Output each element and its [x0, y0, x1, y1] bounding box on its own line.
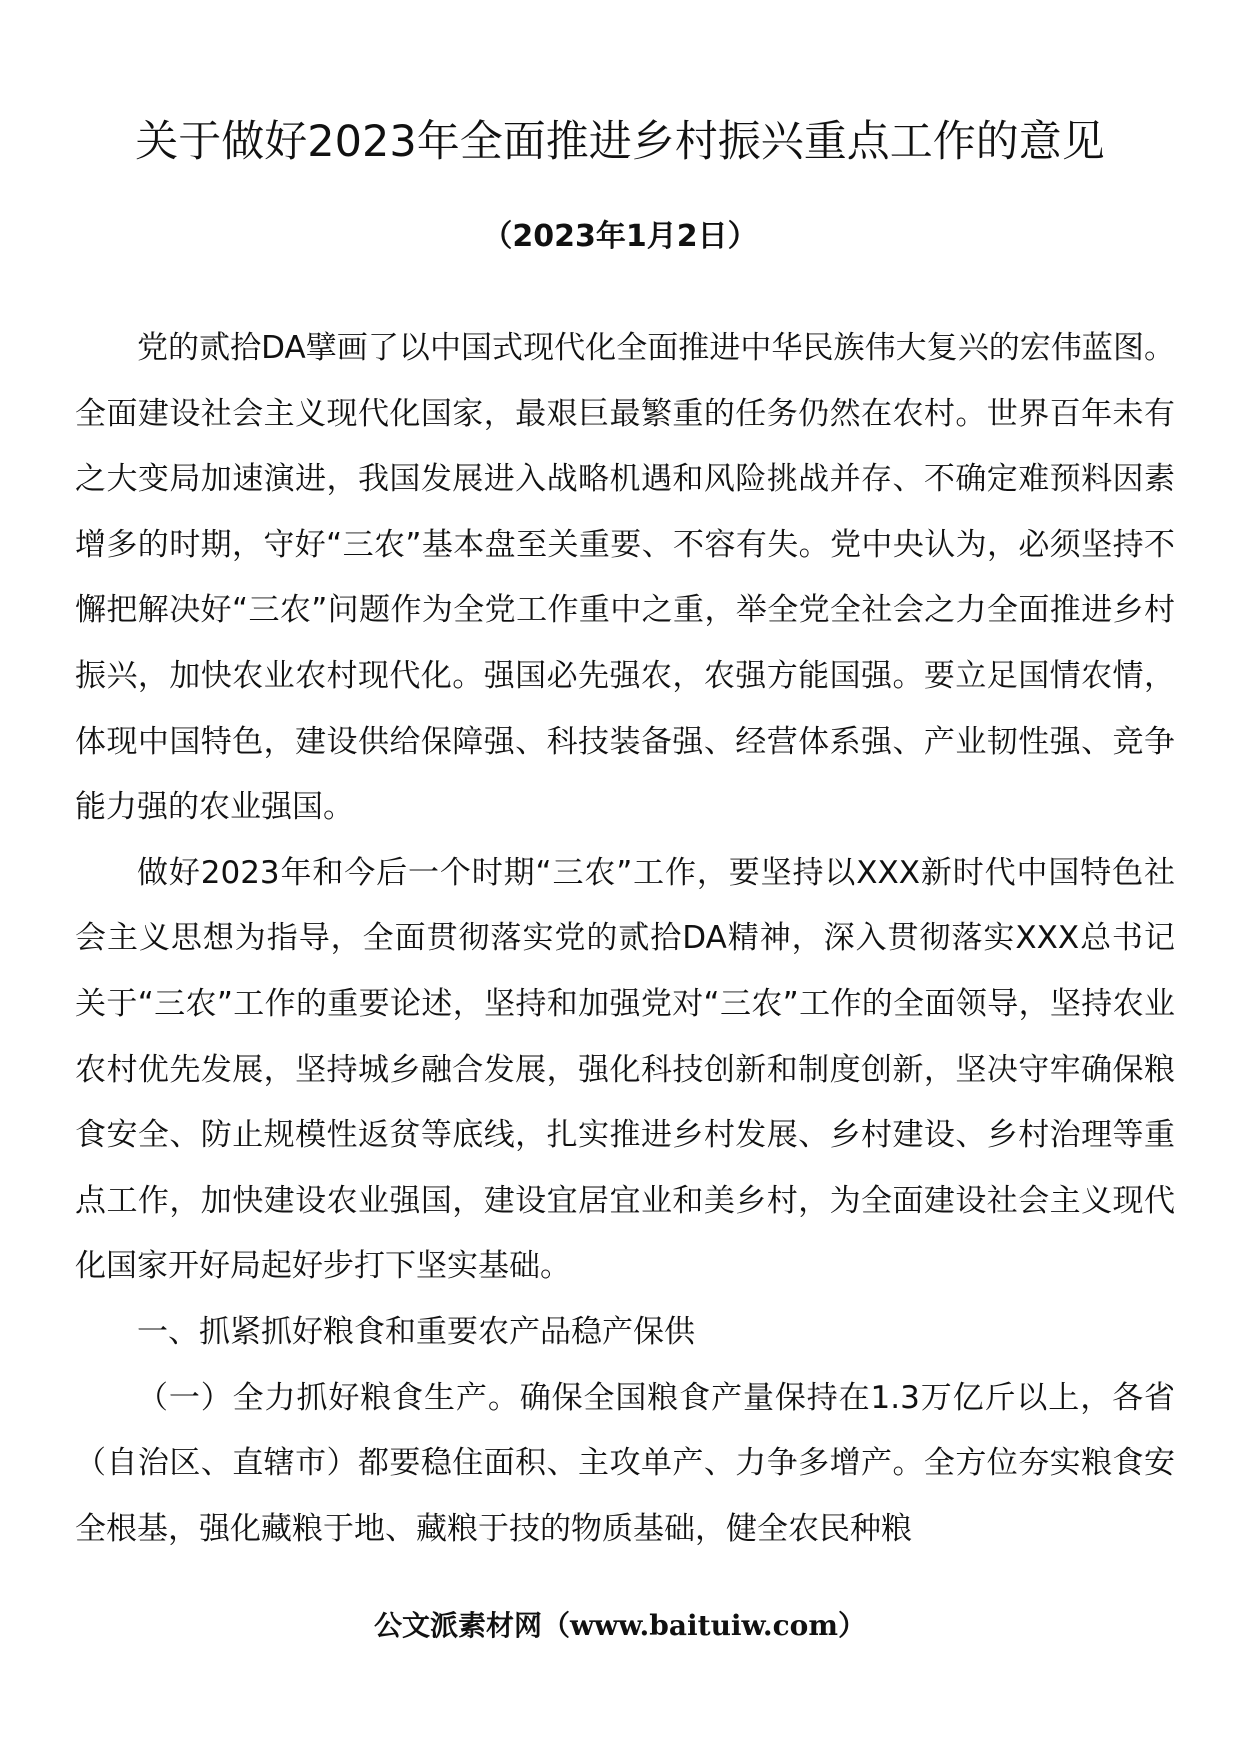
section-heading: 一、抓紧抓好粮食和重要农产品稳产保供 — [137, 1313, 695, 1350]
document-body — [75, 316, 1175, 1562]
paragraph: 做好2023年和今后一个时期“三农”工作，要坚持以XXX新时代中国特色社会主义思想为指导，全面贯彻落实党的贰拾DA精神，深入贯彻落实XXX总书记关于“三农”工作的重要论述，坚持和加强党对“三农”工作的全面领导，坚持农业农村优先发展，坚持城乡融合发展，强化科技创新和制度创新，坚决守牢确保粮食安全、防止规模性返贫等底线，扎实推进乡村发展、乡村建设、乡村治理等重点工作，加快建设农业强国，建设宜居宜业和美乡村，为全面建设社会主义现代化国家开好局起好步打下坚实基础。 — [75, 854, 1175, 1285]
document-date: （2023年1月2日） — [482, 219, 758, 254]
source-footer: 公文派素材网（www.baituiw.com） — [374, 1609, 866, 1642]
paragraph: 党的贰拾DA擘画了以中国式现代化全面推进中华民族伟大复兴的宏伟蓝图。全面建设社会主义现代化国家，最艰巨最繁重的任务仍然在农村。世界百年未有之大变局加速演进，我国发展进入战略机遇和风险挑战并存、不确定难预料因素增多的时期，守好“三农”基本盘至关重要、不容有失。党中央认为，必须坚持不懈把解决好“三农”问题作为全党工作重中之重，举全党全社会之力全面推进乡村振兴，加快农业农村现代化。强国必先强农，农强方能国强。要立足国情农情，体现中国特色，建设供给保障强、科技装备强、经营体系强、产业韧性强、竞争能力强的农业强国。 — [75, 330, 1175, 826]
paragraph: （一）全力抓好粮食生产。确保全国粮食产量保持在1.3万亿斤以上，各省（自治区、直辖市）都要稳住面积、主攻单产、力争多增产。全方位夯实粮食安全根基，强化藏粮于地、藏粮于技的物质基础，健全农民种粮 — [75, 1379, 1175, 1547]
document-title: 关于做好2023年全面推进乡村振兴重点工作的意见 — [135, 117, 1105, 167]
